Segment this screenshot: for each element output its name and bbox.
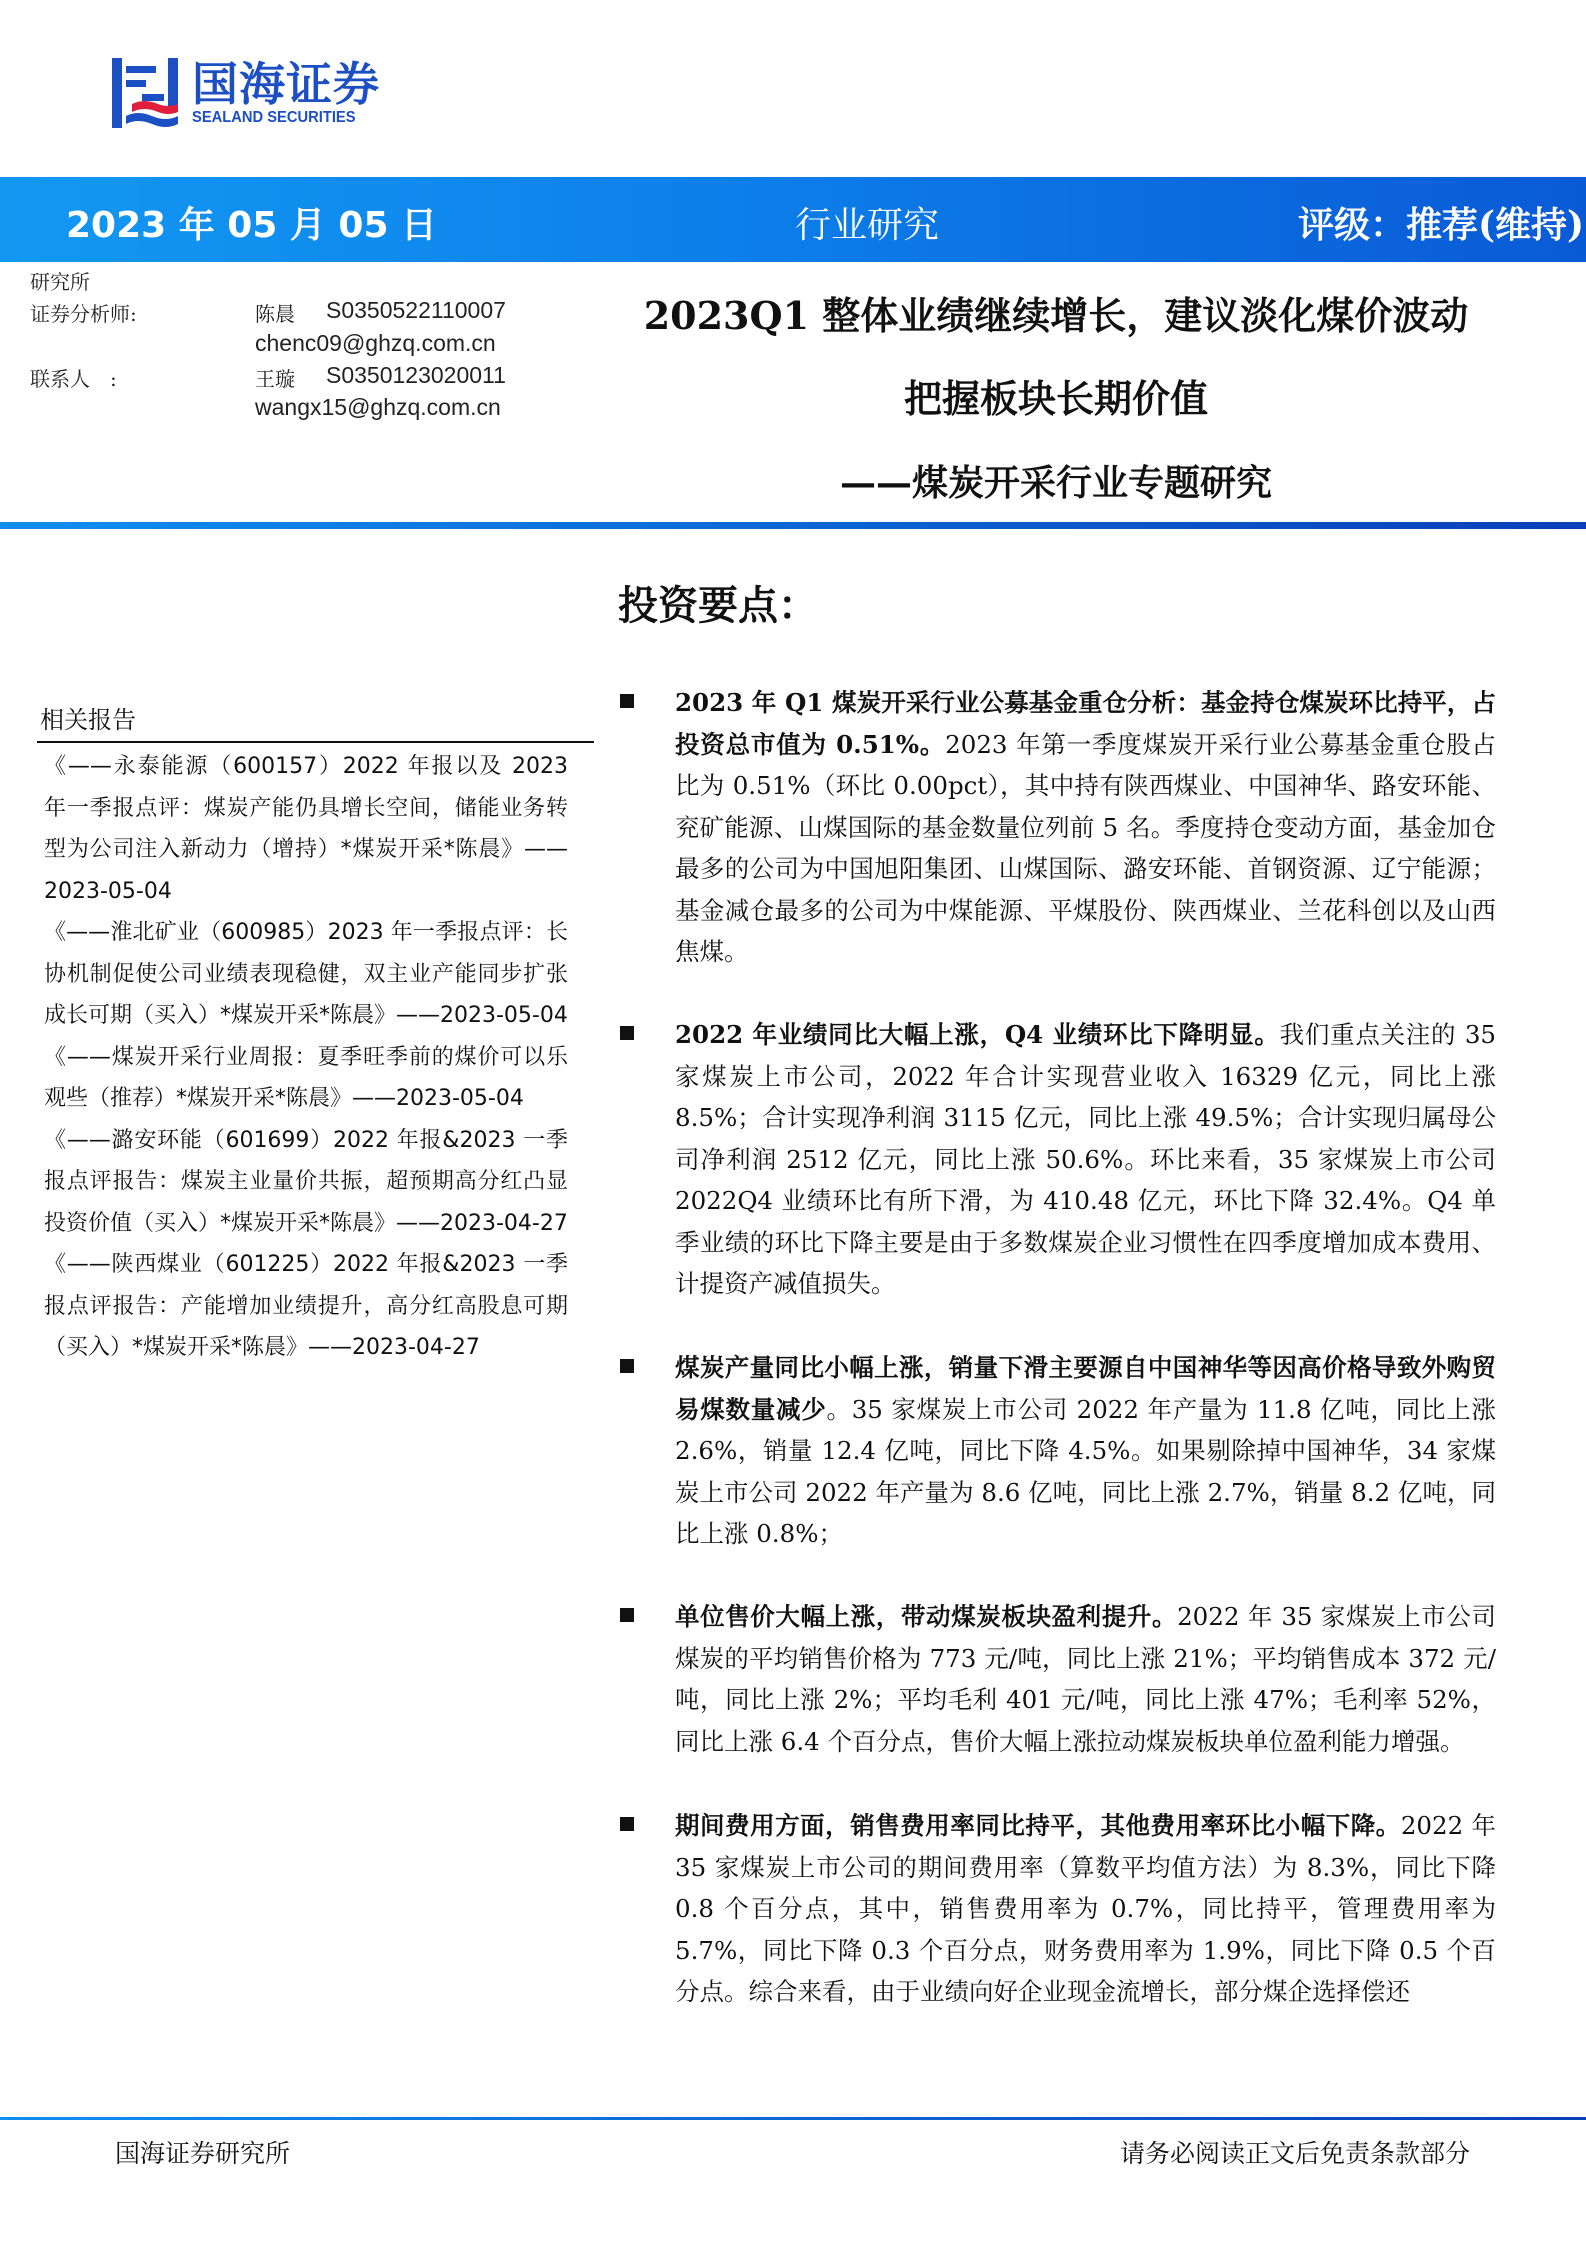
bullet-square-icon: [620, 694, 634, 708]
related-report-item[interactable]: 《——淮北矿业（600985）2023 年一季报点评：长协机制促使公司业绩表现稳健，双主业产能同步扩张成长可期（买入）*煤炭开采*陈晨》——2023-05-04: [44, 920, 568, 1028]
related-report-item[interactable]: 《——潞安环能（601699）2022 年报&2023 一季报点评报告：煤炭主业量价共振，超预期高分红凸显投资价值（买入）*煤炭开采*陈晨》——2023-04-27: [44, 1127, 568, 1236]
institute-label: 研究所: [30, 270, 90, 294]
related-reports-list: [44, 746, 568, 1369]
key-point-5: [620, 1805, 1496, 2013]
key-point-body: 2023 年第一季度煤炭开采行业公募基金重仓股占比为 0.51%（环比 0.00pct），其中持有陕西煤业、中国神华、路安环能、兖矿能源、山煤国际的基金数量位列前 5 名。季度持仓变动方面，基金加仓最多的公司为中国旭阳集团、山煤国际、潞安环能、首钢资源、辽宁能源；基金减仓最多的公司为中煤能源、平煤股份、陕西煤业、兰花科创以及山西焦煤。: [675, 729, 1496, 966]
analyst-label: 证券分析师:: [30, 302, 137, 326]
bullet-square-icon: [620, 1817, 634, 1831]
key-point-headline: 2023 年 Q1 煤炭开采行业公募基金重仓分析：基金持仓煤炭环比持平，占投资总市值为 0.51%。: [675, 688, 1496, 759]
key-point-headline: 煤炭产量同比小幅上涨，销量下滑主要源自中国神华等因高价格导致外购贸易煤数量减少: [675, 1353, 1496, 1424]
key-point-headline: 单位售价大幅上涨，带动煤炭板块盈利提升。: [675, 1602, 1178, 1631]
report-title-line1: 2023Q1 整体业绩继续增长，建议淡化煤价波动: [643, 293, 1469, 338]
related-reports-divider: [37, 741, 594, 743]
rating: 评级：推荐(维持): [1298, 204, 1585, 246]
key-points-heading: 投资要点：: [618, 582, 818, 629]
header-banner: [0, 177, 1586, 262]
bullet-square-icon: [620, 1026, 634, 1040]
report-date: 2023 年 05 月 05 日: [66, 205, 438, 246]
logo-cn-text: 国海证券: [192, 57, 380, 111]
company-logo: [112, 58, 380, 128]
contact-label: 联系人 :: [30, 367, 117, 391]
key-point-body: 我们重点关注的 35 家煤炭上市公司，2022 年合计实现营业收入 16329 亿元，同比上涨 8.5%；合计实现净利润 3115 亿元，同比上涨 49.5%；合计实现归属母公司净利润 2512 亿元，同比上涨 50.6%。环比来看，35 家煤炭上市公司 2022Q4 业绩环比有所下滑，为 410.48 亿元，环比下降 32.4%。Q4 单季业绩的环比下降主要是由于多数煤炭企业习惯性在四季度增加成本费用、计提资产减值损失。: [675, 1020, 1496, 1298]
related-report-item[interactable]: 《——煤炭开采行业周报：夏季旺季前的煤价可以乐观些（推荐）*煤炭开采*陈晨》——2023-05-04: [44, 1044, 568, 1111]
analyst-email[interactable]: chenc09@ghzq.com.cn: [255, 330, 496, 356]
key-point-body: 。35 家煤炭上市公司 2022 年产量为 11.8 亿吨，同比上涨 2.6%，销量 12.4 亿吨，同比下降 4.5%。如果剔除掉中国神华，34 家煤炭上市公司 2022 年产量为 8.6 亿吨，同比上涨 2.7%，销量 8.2 亿吨，同比上涨 0.8%；: [675, 1394, 1497, 1548]
bullet-square-icon: [620, 1608, 634, 1622]
key-point-2: [620, 1014, 1496, 1305]
key-point-headline: 期间费用方面，销售费用率同比持平，其他费用率环比小幅下降。: [675, 1811, 1401, 1840]
footer-divider: [0, 2117, 1586, 2120]
key-point-body: 2022 年 35 家煤炭上市公司煤炭的平均销售价格为 773 元/吨，同比上涨 21%；平均销售成本 372 元/吨，同比上涨 2%；平均毛利 401 元/吨，同比上涨 47%；毛利率 52%，同比上涨 6.4 个百分点，售价大幅上涨拉动煤炭板块单位盈利能力增强。: [675, 1602, 1497, 1756]
report-subtitle: ——煤炭开采行业专题研究: [839, 462, 1272, 504]
header-divider: [0, 522, 1586, 529]
logo-mark-icon: [112, 58, 182, 128]
contact-name: 王璇: [255, 367, 295, 391]
key-point-headline: 2022 年业绩同比大幅上涨，Q4 业绩环比下降明显。: [675, 1020, 1280, 1049]
key-point-3: [620, 1347, 1496, 1555]
key-point-body: 2022 年 35 家煤炭上市公司的期间费用率（算数平均值方法）为 8.3%，同比下降 0.8 个百分点，其中，销售费用率为 0.7%，同比持平，管理费用率为 5.7%，同比下降 0.3 个百分点，财务费用率为 1.9%，同比下降 0.5 个百分点。综合来看，由于业绩向好企业现金流增长，部分煤企选择偿还: [675, 1811, 1496, 2006]
analyst-id: S0350522110007: [326, 297, 506, 323]
contact-id: S0350123020011: [326, 362, 506, 388]
footer-disclaimer: 请务必阅读正文后免责条款部分: [1119, 2139, 1470, 2168]
bullet-square-icon: [620, 1359, 634, 1373]
key-point-1: [620, 682, 1496, 973]
key-point-4: [620, 1596, 1496, 1762]
related-report-item[interactable]: 《——陕西煤业（601225）2022 年报&2023 一季报点评报告：产能增加业绩提升，高分红高股息可期（买入）*煤炭开采*陈晨》——2023-04-27: [44, 1252, 568, 1360]
report-title-line2: 把握板块长期价值: [903, 376, 1208, 421]
analyst-name: 陈晨: [255, 302, 295, 326]
related-reports-heading: 相关报告: [40, 706, 136, 734]
related-report-item[interactable]: 《——永泰能源（600157）2022 年报以及 2023 年一季报点评：煤炭产能仍具增长空间，储能业务转型为公司注入新动力（增持）*煤炭开采*陈晨》——2023-05-04: [44, 754, 568, 904]
report-category: 行业研究: [795, 205, 940, 246]
footer-left: 国海证券研究所: [115, 2139, 291, 2168]
logo-en-text: SEALAND SECURITIES: [192, 109, 356, 126]
contact-email[interactable]: wangx15@ghzq.com.cn: [255, 394, 501, 420]
